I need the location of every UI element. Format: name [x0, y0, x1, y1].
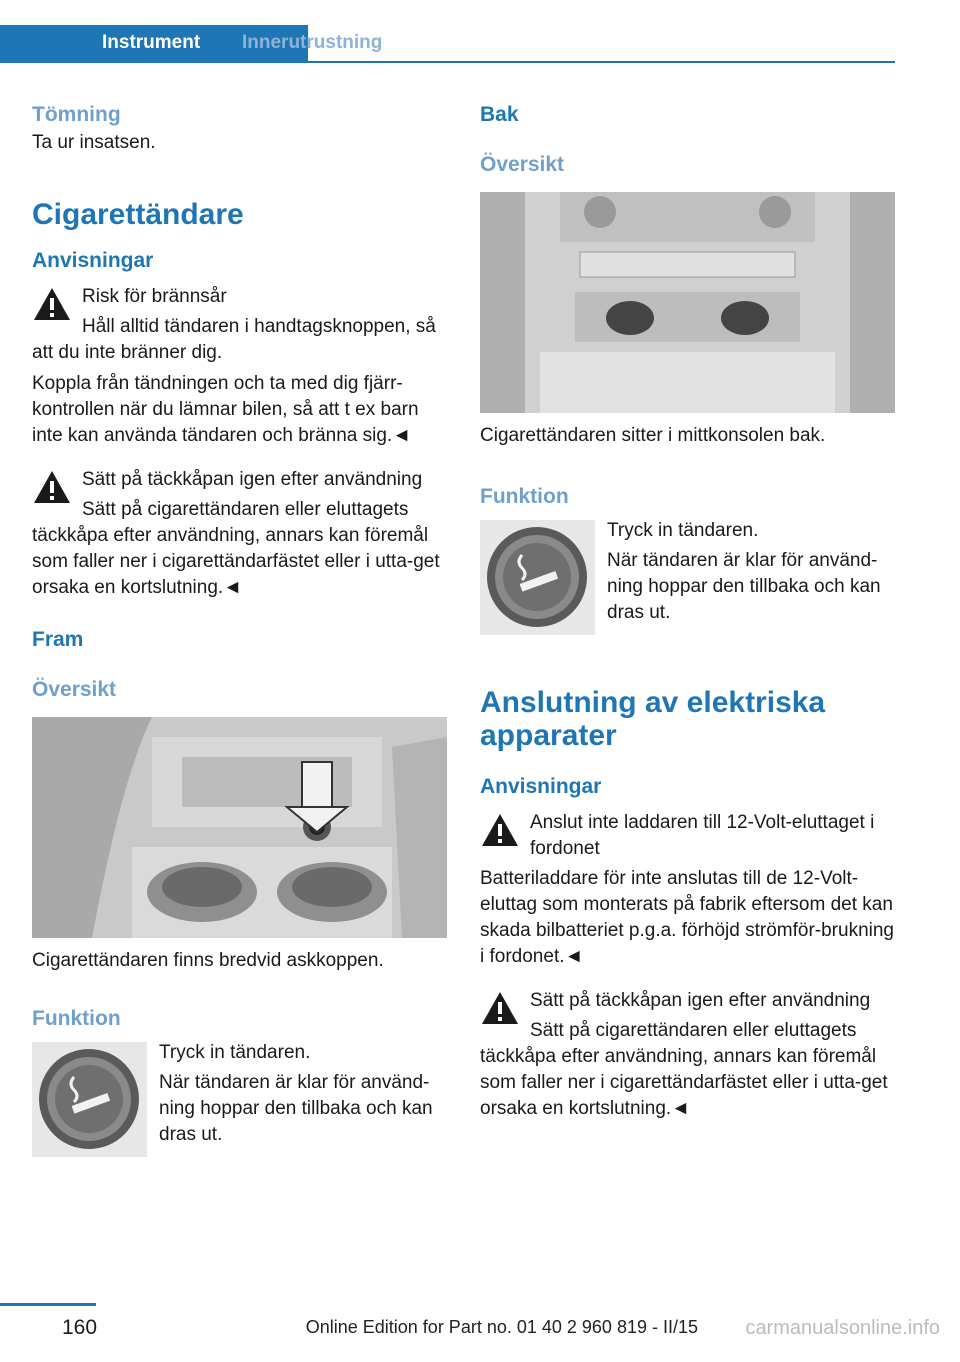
- warning-triangle-icon: [480, 990, 520, 1026]
- lighter-button-image: [480, 520, 595, 635]
- warning-charger: [480, 810, 895, 862]
- function-step-2: När tändaren är klar för använd-ning hoppar den tillbaka och kan dras ut.: [159, 1072, 433, 1145]
- front-console-illustration: [32, 717, 447, 938]
- warning-cover: [480, 988, 895, 1014]
- warning-burn: [32, 284, 447, 310]
- rear-heading: Bak: [480, 103, 519, 126]
- function-step-2: När tändaren är klar för använd-ning hoppar den tillbaka och kan dras ut.: [607, 550, 881, 623]
- lighter-button-image: [32, 1042, 147, 1157]
- emptying-text: Ta ur insatsen.: [32, 132, 156, 153]
- watermark: carmanualsonline.info: [745, 1317, 940, 1339]
- warning-cover: [32, 467, 447, 493]
- function-step-1: Tryck in tändaren.: [607, 520, 759, 541]
- emptying-heading: Tömning: [32, 103, 121, 126]
- function-heading: Funktion: [32, 1007, 121, 1030]
- page-number: 160: [62, 1316, 98, 1339]
- left-column: [32, 100, 447, 1158]
- function-block: [480, 518, 895, 636]
- warning-triangle-icon: [32, 469, 72, 505]
- rear-caption: Cigarettändaren sitter i mittkonsolen bak.: [480, 425, 826, 446]
- warning-text-extra: Koppla från tändningen och ta med dig fjärr-kontrollen när du lämnar bilen, så att t ex barn inte kan använda tändaren och bränna sig.◄: [32, 373, 419, 446]
- notes-heading: Anvisningar: [480, 775, 602, 798]
- warning-text: Håll alltid tändaren i handtagsknoppen, så att du inte bränner dig.: [32, 316, 436, 363]
- warning-title: Sätt på täckkåpan igen efter användning: [530, 990, 871, 1011]
- right-column: [480, 100, 895, 1122]
- notes-heading: Anvisningar: [32, 249, 154, 272]
- overview-heading: Översikt: [32, 678, 117, 701]
- cigarette-lighter-icon: [32, 1042, 147, 1157]
- overview-heading: Översikt: [480, 153, 565, 176]
- warning-triangle-icon: [480, 812, 520, 848]
- edition-text: Online Edition for Part no. 01 40 2 960 819 - II/15: [305, 1317, 698, 1337]
- function-heading: Funktion: [480, 485, 569, 508]
- rear-console-photo: [480, 192, 895, 413]
- function-block: [32, 1040, 447, 1158]
- warning-title: Anslut inte laddaren till 12-Volt-eluttaget i fordonet: [530, 812, 875, 859]
- front-heading: Fram: [32, 628, 84, 651]
- section-title-electrical: Anslutning av elektriska apparater: [480, 686, 826, 752]
- warning-text: Sätt på cigarettändaren eller eluttagets täckkåpa efter användning, annars kan föremål som faller ner i cigarettändarfästet eller i utta-get orsaka en kortslutning.◄: [480, 1020, 888, 1119]
- rear-console-illustration: [480, 192, 895, 413]
- warning-title: Risk för brännsår: [82, 286, 227, 307]
- front-console-photo: [32, 717, 447, 938]
- warning-text: Batteriladdare för inte anslutas till de 12-Volt-eluttag som monterats på fabrik eftersom det kan skada bilbatteriet p.g.a. förhöjd strömför-brukning i fordonet.◄: [480, 868, 894, 967]
- chapter-tabs: [0, 25, 895, 63]
- warning-triangle-icon: [32, 286, 72, 322]
- section-title-lighter: Cigarettändare: [32, 198, 244, 231]
- front-caption: Cigarettändaren finns bredvid askkoppen.: [32, 950, 384, 971]
- function-step-1: Tryck in tändaren.: [159, 1042, 311, 1063]
- tab-innerutrustning[interactable]: Innerutrustning: [242, 32, 383, 53]
- warning-text: Sätt på cigarettändaren eller eluttagets täckkåpa efter användning, annars kan föremål som faller ner i cigarettändarfästet eller i utta-get orsaka en kortslutning.◄: [32, 499, 440, 598]
- footer-accent-line: [0, 1303, 96, 1306]
- warning-title: Sätt på täckkåpan igen efter användning: [82, 469, 423, 490]
- cigarette-lighter-icon: [480, 520, 595, 635]
- tab-instrument[interactable]: Instrument: [0, 25, 308, 61]
